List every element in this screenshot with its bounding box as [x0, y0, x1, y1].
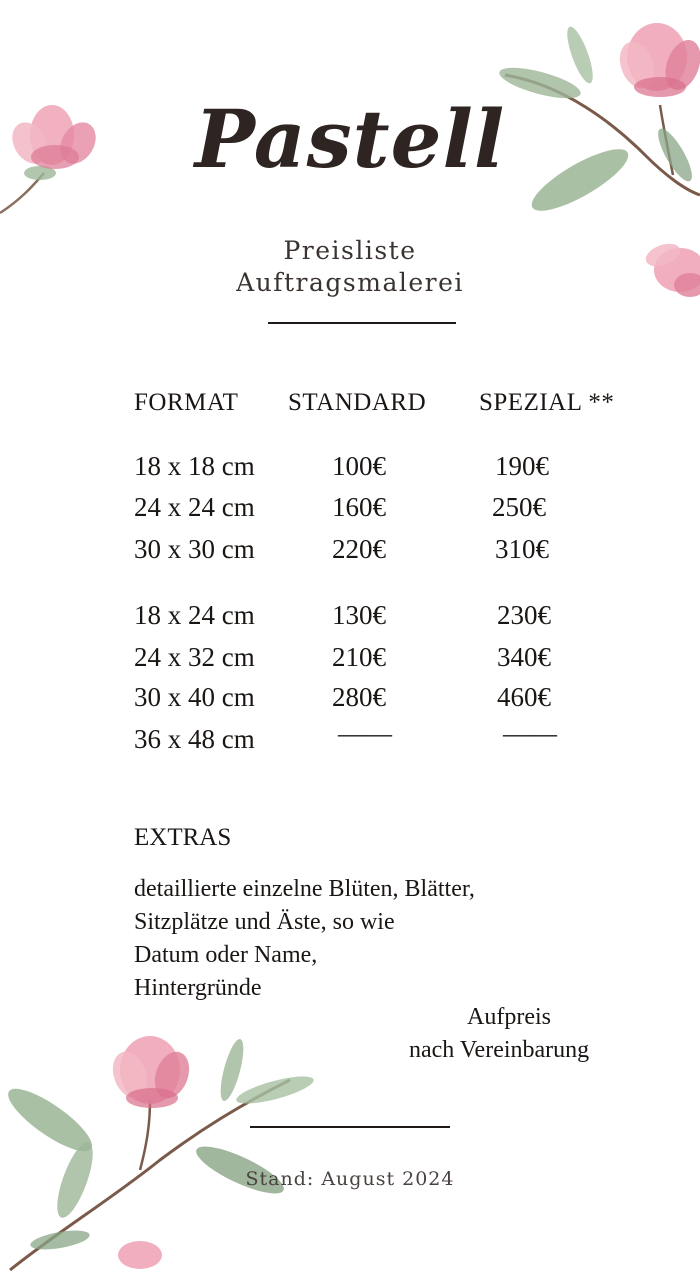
- extras-line: Sitzplätze und Äste, so wie: [134, 909, 395, 935]
- row-standard: 160€: [332, 492, 386, 522]
- header-spezial: SPEZIAL **: [479, 389, 615, 416]
- row-spezial: 460€: [497, 682, 551, 712]
- row-format: 18 x 24 cm: [134, 600, 255, 630]
- subtitle-line1: Preisliste: [283, 236, 417, 265]
- footer-divider: [250, 1126, 450, 1128]
- extras-price-line2: nach Vereinbarung: [409, 1037, 590, 1063]
- row-spezial: ——: [503, 718, 557, 748]
- extras-price-line1: Aufpreis: [467, 1004, 551, 1030]
- title-divider: [268, 322, 456, 324]
- header-standard: STANDARD: [288, 389, 427, 416]
- row-standard: 220€: [332, 534, 386, 564]
- row-spezial: 250€: [492, 492, 546, 522]
- row-standard: 100€: [332, 451, 386, 481]
- extras-line: Hintergründe: [134, 975, 262, 1001]
- row-standard: ——: [338, 718, 392, 748]
- subtitle-line2: Auftragsmalerei: [236, 268, 464, 297]
- page-title: Pastell: [194, 92, 506, 186]
- header-format: FORMAT: [134, 389, 239, 416]
- row-format: 18 x 18 cm: [134, 451, 255, 481]
- row-spezial: 310€: [495, 534, 549, 564]
- extras-line: detaillierte einzelne Blüten, Blätter,: [134, 876, 475, 902]
- row-spezial: 190€: [495, 451, 549, 481]
- extras-line: Datum oder Name,: [134, 942, 318, 968]
- row-spezial: 340€: [497, 642, 551, 672]
- row-format: 36 x 48 cm: [134, 724, 255, 754]
- row-format: 24 x 24 cm: [134, 492, 255, 522]
- row-spezial: 230€: [497, 600, 551, 630]
- extras-heading: EXTRAS: [134, 824, 232, 851]
- row-format: 24 x 32 cm: [134, 642, 255, 672]
- flower-bottom-left-icon: [0, 1020, 330, 1273]
- row-format: 30 x 40 cm: [134, 682, 255, 712]
- footer-date: Stand: August 2024: [245, 1168, 455, 1190]
- row-standard: 280€: [332, 682, 386, 712]
- row-standard: 210€: [332, 642, 386, 672]
- row-standard: 130€: [332, 600, 386, 630]
- row-format: 30 x 30 cm: [134, 534, 255, 564]
